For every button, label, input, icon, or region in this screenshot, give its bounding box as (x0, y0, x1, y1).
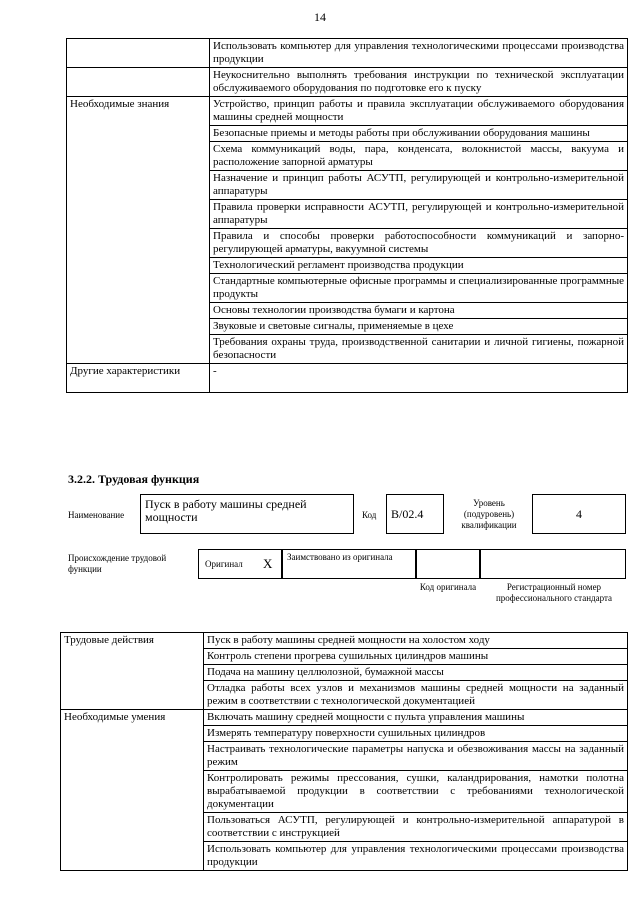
table-cell: Измерять температуру поверхности сушильных цилиндров (204, 726, 628, 742)
table-cell: Правила проверки исправности АСУТП, регулирующей и контрольно-измерительной аппаратуры (210, 200, 628, 229)
table-cell: Безопасные приемы и методы работы при обслуживании оборудования машины (210, 126, 628, 142)
code-caption: Код оригинала (419, 582, 477, 592)
section-heading: 3.2.2. Трудовая функция (68, 472, 200, 486)
table-cell: Отладка работы всех узлов и механизмов машины средней мощности на заданный режим в соответствии с технологической документацией (204, 681, 628, 710)
origin-label: Происхождение трудовой функции (68, 553, 167, 574)
table-cell: Использовать компьютер для управления технологическими процессами производства продукции (204, 842, 628, 871)
table-cell: Устройство, принцип работы и правила эксплуатации обслуживаемого оборудования машины средней мощности (210, 97, 628, 126)
table-cell: Технологический регламент производства продукции (210, 258, 628, 274)
table-row (61, 633, 628, 649)
table-cell: Неукоснительно выполнять требования инструкции по технической эксплуатации обслуживаемого оборудования по подготовке его к пуску (210, 68, 628, 97)
table-cell: Пуск в работу машины средней мощности на холостом ходу (204, 633, 628, 649)
table-cell: Использовать компьютер для управления технологическими процессами производства продукции (210, 39, 628, 68)
table-cell: Звуковые и световые сигналы, применяемые в цехе (210, 319, 628, 335)
table-cell: - (210, 364, 628, 393)
table-cell: Основы технологии производства бумаги и картона (210, 303, 628, 319)
original-label: Оригинал (205, 559, 243, 569)
table-cell: Контролировать режимы прессования, сушки, каландрирования, намотки полотна вырабатываемой продукции в соответствии с требованиями технологической документации (204, 771, 628, 813)
table-cell: Стандартные компьютерные офисные программы и специализированные программные продукты (210, 274, 628, 303)
table-cell: Подача на машину целлюлозной, бумажной массы (204, 665, 628, 681)
table-cell: Требования охраны труда, производственной санитарии и личной гигиены, пожарной безопасности (210, 335, 628, 364)
borrowed-cell: Заимствовано из оригинала (282, 549, 416, 579)
row-label: Необходимые умения (61, 710, 204, 871)
table-row (67, 364, 628, 393)
original-mark: X (263, 556, 273, 571)
knowledge-table (66, 38, 628, 393)
origin-code-cell (416, 549, 480, 579)
table-row (67, 39, 628, 68)
reg-caption: Регистрационный номер профессионального стандарта (495, 582, 613, 603)
table-cell: Пользоваться АСУТП, регулирующей и контрольно-измерительной аппаратурой в соответствии с инструкцией (204, 813, 628, 842)
code-box: В/02.4 (386, 494, 444, 534)
level-label: Уровень (подуровень) квалификации (461, 498, 517, 530)
empty-label-cell (67, 68, 210, 97)
table-row (67, 68, 628, 97)
table-cell: Включать машину средней мощности с пульта управления машины (204, 710, 628, 726)
row-label: Трудовые действия (61, 633, 204, 710)
table-cell: Правила и способы проверки работоспособности коммуникаций и запорно-регулирующей арматуры, вакуумной системы (210, 229, 628, 258)
actions-table (60, 632, 628, 871)
table-cell: Назначение и принцип работы АСУТП, регулирующей и контрольно-измерительной аппаратуры (210, 171, 628, 200)
table-cell: Настраивать технологические параметры напуска и обезвоживания массы на заданный режим (204, 742, 628, 771)
row-label: Другие характеристики (67, 364, 210, 393)
page-number: 14 (314, 10, 326, 24)
empty-label-cell (67, 39, 210, 68)
code-label: Код (362, 510, 377, 520)
reg-number-cell (480, 549, 626, 579)
function-name-box: Пуск в работу машины средней мощности (140, 494, 354, 534)
table-row (61, 710, 628, 726)
table-cell: Схема коммуникаций воды, пара, конденсата, волокнистой массы, вакуума и расположение запорной арматуры (210, 142, 628, 171)
table-cell: Контроль степени прогрева сушильных цилиндров машины (204, 649, 628, 665)
level-box: 4 (532, 494, 626, 534)
name-label: Наименование (68, 510, 125, 520)
row-label: Необходимые знания (67, 97, 210, 364)
original-cell (198, 549, 282, 579)
table-row (67, 97, 628, 126)
